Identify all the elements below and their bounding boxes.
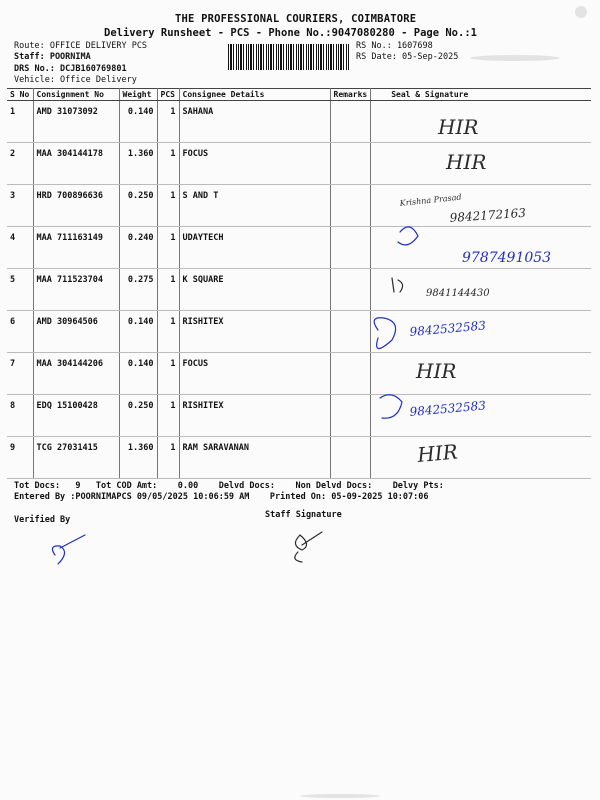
- cell-weight: 1.360: [119, 143, 157, 185]
- hw-r9: HIR: [416, 439, 459, 467]
- cell-pcs: 1: [157, 437, 179, 479]
- hw-r6-phone: 9842532583: [409, 318, 487, 339]
- header-consignee: Consignee Details: [179, 89, 330, 101]
- cell-weight: 1.360: [119, 437, 157, 479]
- cell-pcs: 1: [157, 143, 179, 185]
- cell-consignee: FOCUS: [179, 353, 330, 395]
- runsheet-title: Delivery Runsheet - PCS - Phone No.:9047080280 - Page No.:1: [104, 27, 477, 39]
- cell-sno: 9: [7, 437, 33, 479]
- cell-sno: 5: [7, 269, 33, 311]
- cell-weight: 0.140: [119, 101, 157, 143]
- cell-sno: 2: [7, 143, 33, 185]
- signature-scribble: [392, 278, 403, 292]
- route-label: Route: OFFICE DELIVERY PCS: [14, 41, 148, 51]
- cell-pcs: 1: [157, 101, 179, 143]
- staff-signature-label: Staff Signature: [265, 510, 342, 520]
- staff-label: Staff: POORNIMA: [14, 52, 91, 62]
- cell-consignee: RISHITEX: [179, 311, 330, 353]
- cell-consignee: UDAYTECH: [179, 227, 330, 269]
- totals-line: Tot Docs: 9 Tot COD Amt: 0.00 Delvd Docs: Non Delvd Docs: Delvy Pts:: [14, 481, 444, 491]
- rs-date: RS Date: 05-Sep-2025: [356, 52, 459, 62]
- company-name: THE PROFESSIONAL COURIERS, COIMBATORE: [175, 13, 417, 25]
- header-weight: Weight: [119, 89, 157, 101]
- hw-r4-phone: 9787491053: [462, 250, 552, 266]
- cell-pcs: 1: [157, 311, 179, 353]
- vehicle-label: Vehicle: Office Delivery: [14, 75, 137, 85]
- cell-consignee: RAM SARAVANAN: [179, 437, 330, 479]
- cell-consignment: TCG 27031415: [33, 437, 119, 479]
- hw-r5-phone: 9841144430: [426, 288, 490, 299]
- rs-number: RS No.: 1607698: [356, 41, 433, 51]
- cell-weight: 0.140: [119, 353, 157, 395]
- cell-consignment: MAA 304144206: [33, 353, 119, 395]
- hw-r2: HIR: [446, 150, 487, 174]
- cell-pcs: 1: [157, 269, 179, 311]
- cell-consignee: FOCUS: [179, 143, 330, 185]
- cell-sno: 4: [7, 227, 33, 269]
- scan-smudge: [300, 794, 380, 798]
- cell-consignment: EDQ 15100428: [33, 395, 119, 437]
- hw-r3-name: Krishna Prasad: [399, 192, 462, 208]
- staff-signature-mark: [295, 532, 322, 562]
- cell-sno: 7: [7, 353, 33, 395]
- cell-sno: 3: [7, 185, 33, 227]
- hw-r7: HIR: [416, 359, 457, 383]
- hw-r3-phone: 9842172163: [449, 205, 527, 225]
- header-consignment: Consignment No: [33, 89, 119, 101]
- header-pcs: PCS: [157, 89, 179, 101]
- cell-pcs: 1: [157, 353, 179, 395]
- cell-consignment: AMD 31073092: [33, 101, 119, 143]
- cell-pcs: 1: [157, 227, 179, 269]
- cell-sno: 6: [7, 311, 33, 353]
- cell-consignment: HRD 700896636: [33, 185, 119, 227]
- drs-number: DRS No.: DCJB160769801: [14, 64, 127, 74]
- cell-consignment: MAA 711163149: [33, 227, 119, 269]
- cell-consignment: AMD 30964506: [33, 311, 119, 353]
- cell-consignee: SAHANA: [179, 101, 330, 143]
- header-remarks: Remarks: [330, 89, 371, 101]
- signature-scribble: [398, 227, 418, 245]
- cell-consignment: MAA 304144178: [33, 143, 119, 185]
- cell-pcs: 1: [157, 395, 179, 437]
- cell-consignment: MAA 711523704: [33, 269, 119, 311]
- cell-weight: 0.140: [119, 311, 157, 353]
- signature-scribble: [380, 395, 402, 418]
- cell-consignee: RISHITEX: [179, 395, 330, 437]
- cell-sno: 8: [7, 395, 33, 437]
- header-sno: S No: [7, 89, 33, 101]
- hw-r8-phone: 9842532583: [409, 398, 487, 419]
- cell-weight: 0.250: [119, 395, 157, 437]
- signature-scribble: [374, 318, 395, 349]
- cell-pcs: 1: [157, 185, 179, 227]
- verified-signature: [52, 535, 85, 564]
- cell-sno: 1: [7, 101, 33, 143]
- entered-by-line: Entered By :POORNIMAPCS 09/05/2025 10:06:59 AM Printed On: 05-09-2025 10:07:06: [14, 492, 429, 502]
- cell-consignee: K SQUARE: [179, 269, 330, 311]
- cell-weight: 0.250: [119, 185, 157, 227]
- cell-weight: 0.240: [119, 227, 157, 269]
- header-signature: Seal & Signature: [371, 89, 591, 101]
- verified-by-label: Verified By: [14, 515, 71, 525]
- cell-consignee: S AND T: [179, 185, 330, 227]
- cell-weight: 0.275: [119, 269, 157, 311]
- hw-r1: HIR: [438, 115, 479, 139]
